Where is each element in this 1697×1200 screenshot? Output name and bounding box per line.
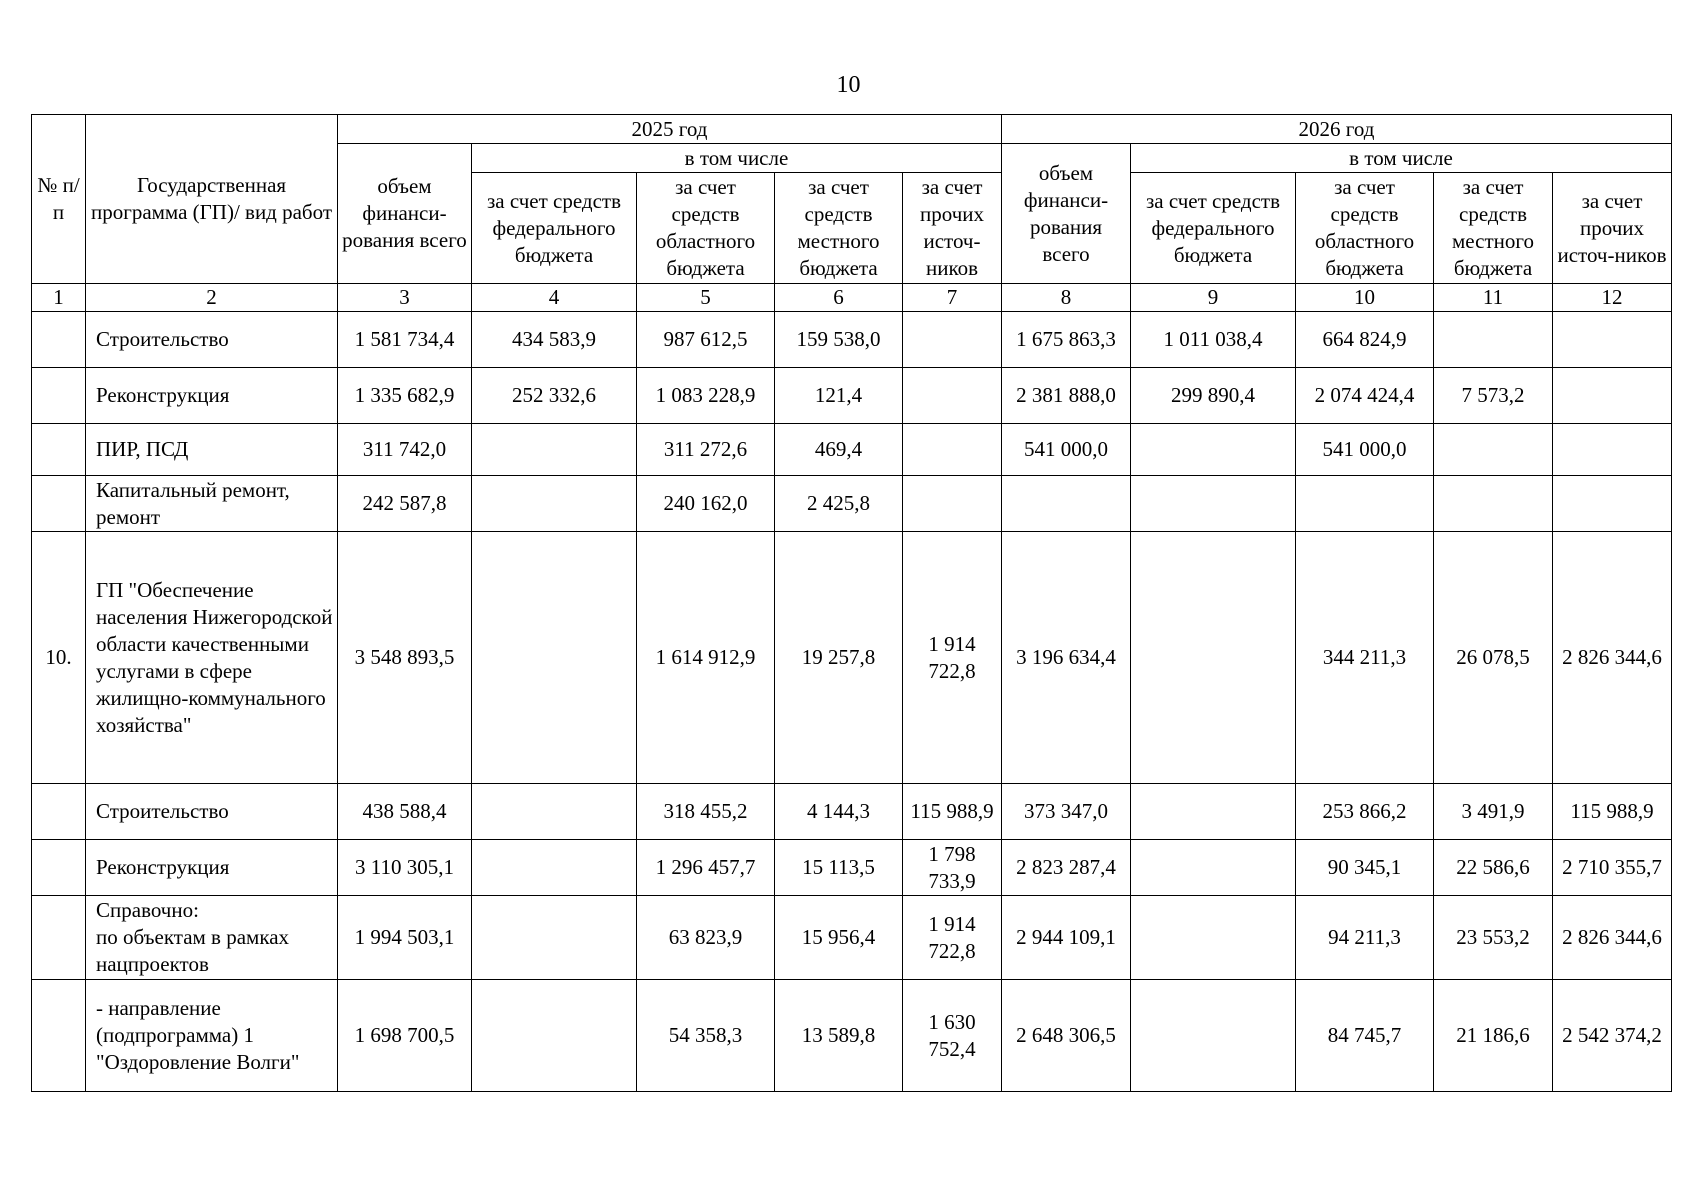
local-2025: 159 538,0 <box>796 327 881 351</box>
regional-2025-cell <box>637 424 775 476</box>
row-name-cell <box>86 840 338 896</box>
other-2025-cell <box>903 784 1002 840</box>
total-2026: 541 000,0 <box>1024 437 1108 461</box>
regional-2026: 664 824,9 <box>1322 327 1407 351</box>
regional-2026: 84 745,7 <box>1327 1023 1402 1047</box>
local-2025: 15 113,5 <box>802 855 875 879</box>
local-2026-cell <box>1434 424 1553 476</box>
local-2026-cell <box>1434 896 1553 980</box>
total-2025-cell <box>338 980 472 1092</box>
other-2026-cell <box>1553 896 1672 980</box>
local-2026: 22 586,6 <box>1456 855 1530 879</box>
row-number: 10. <box>45 645 72 669</box>
regional-2025: 1 083 228,9 <box>655 383 756 407</box>
local-2026-cell <box>1434 312 1553 368</box>
regional-2025: 54 358,3 <box>668 1023 743 1047</box>
federal-2025-cell <box>472 368 637 424</box>
local-2025: 15 956,4 <box>801 925 876 949</box>
local-2025-cell <box>775 980 903 1092</box>
total-2025-cell <box>338 840 472 896</box>
federal-2025-cell <box>472 784 637 840</box>
regional-2025-cell <box>637 476 775 532</box>
local-2026-cell <box>1434 784 1553 840</box>
regional-2026-cell <box>1296 896 1434 980</box>
other-2025-cell <box>903 532 1002 784</box>
local-2025-cell <box>775 840 903 896</box>
regional-2025-cell <box>637 312 775 368</box>
total-2026: 2 944 109,1 <box>1016 925 1116 949</box>
total-2025: 1 581 734,4 <box>354 327 455 351</box>
total-2025-cell <box>338 312 472 368</box>
other-2025-cell <box>903 476 1002 532</box>
column-number: 1 <box>32 284 86 312</box>
column-number: 4 <box>472 284 637 312</box>
federal-2025-cell <box>472 476 637 532</box>
regional-2026: 2 074 424,4 <box>1314 383 1415 407</box>
table-row <box>32 424 1672 476</box>
total-2025-cell <box>338 784 472 840</box>
header-year-2025: 2025 год <box>338 115 1002 144</box>
other-2026-cell <box>1553 532 1672 784</box>
column-number: 2 <box>86 284 338 312</box>
local-2025: 13 589,8 <box>801 1023 876 1047</box>
header-total-2026: объем финанси-рования всего <box>1002 144 1131 284</box>
local-2026: 23 553,2 <box>1456 925 1530 949</box>
federal-2026-cell <box>1131 476 1296 532</box>
federal-2026-cell <box>1131 368 1296 424</box>
local-2026: 21 186,6 <box>1456 1023 1530 1047</box>
local-2025-cell <box>775 424 903 476</box>
table-row <box>32 368 1672 424</box>
header-federal-2026: за счет средств федерального бюджета <box>1131 173 1296 284</box>
local-2026: 26 078,5 <box>1456 645 1530 669</box>
row-number-cell <box>32 532 86 784</box>
column-number: 3 <box>338 284 472 312</box>
other-2025-cell <box>903 424 1002 476</box>
regional-2026: 253 866,2 <box>1322 799 1407 823</box>
header-including-2026: в том числе <box>1131 144 1672 173</box>
total-2025: 3 548 893,5 <box>354 645 455 669</box>
federal-2026-cell <box>1131 532 1296 784</box>
row-name: Строительство <box>96 799 229 823</box>
column-number: 8 <box>1002 284 1131 312</box>
federal-2026: 1 011 038,4 <box>1163 327 1263 351</box>
header-total-2025: объем финанси-рования всего <box>338 144 472 284</box>
local-2025-cell <box>775 312 903 368</box>
regional-2026: 541 000,0 <box>1322 437 1407 461</box>
regional-2026-cell <box>1296 424 1434 476</box>
total-2026: 2 381 888,0 <box>1016 383 1116 407</box>
page-number: 10 <box>836 72 861 98</box>
total-2025: 311 742,0 <box>362 437 447 461</box>
local-2026-cell <box>1434 368 1553 424</box>
header-local-2026: за счет средств местного бюджета <box>1434 173 1553 284</box>
regional-2025: 987 612,5 <box>663 327 748 351</box>
budget-table <box>31 114 1672 1092</box>
table-row <box>32 896 1672 980</box>
total-2025: 242 587,8 <box>362 491 447 515</box>
other-2026: 2 826 344,6 <box>1562 645 1662 669</box>
local-2025: 4 144,3 <box>807 799 870 823</box>
other-2026: 2 542 374,2 <box>1562 1023 1662 1047</box>
row-name-cell <box>86 896 338 980</box>
regional-2026: 344 211,3 <box>1322 645 1407 669</box>
total-2026: 3 196 634,4 <box>1016 645 1116 669</box>
regional-2026-cell <box>1296 840 1434 896</box>
regional-2026-cell <box>1296 312 1434 368</box>
column-number: 7 <box>903 284 1002 312</box>
total-2026: 2 648 306,5 <box>1016 1023 1116 1047</box>
local-2025-cell <box>775 896 903 980</box>
column-number: 5 <box>637 284 775 312</box>
row-name: Капитальный ремонт, ремонт <box>96 477 290 529</box>
local-2025: 121,4 <box>814 383 863 407</box>
other-2026: 2 710 355,7 <box>1562 855 1662 879</box>
total-2025-cell <box>338 424 472 476</box>
local-2026-cell <box>1434 980 1553 1092</box>
federal-2025-cell <box>472 980 637 1092</box>
federal-2025-cell <box>472 312 637 368</box>
regional-2025: 63 823,9 <box>668 925 743 949</box>
row-number-cell <box>32 312 86 368</box>
other-2026-cell <box>1553 368 1672 424</box>
local-2026-cell <box>1434 476 1553 532</box>
federal-2026-cell <box>1131 784 1296 840</box>
other-2026: 2 826 344,6 <box>1562 925 1662 949</box>
other-2026-cell <box>1553 980 1672 1092</box>
regional-2025-cell <box>637 784 775 840</box>
row-name: Реконструкция <box>96 383 230 407</box>
total-2026-cell <box>1002 784 1131 840</box>
federal-2026-cell <box>1131 840 1296 896</box>
other-2025-cell <box>903 368 1002 424</box>
total-2026-cell <box>1002 840 1131 896</box>
regional-2025-cell <box>637 980 775 1092</box>
header-regional-2025: за счет средств областного бюджета <box>637 173 775 284</box>
federal-2026-cell <box>1131 312 1296 368</box>
header-other-2025: за счет прочих источ-ников <box>903 173 1002 284</box>
other-2025: 1 798 733,9 <box>928 841 976 893</box>
local-2025: 469,4 <box>814 437 863 461</box>
row-number-cell <box>32 784 86 840</box>
regional-2025: 1 614 912,9 <box>655 645 756 669</box>
local-2025: 19 257,8 <box>801 645 876 669</box>
row-name: ГП "Обеспечение населения Нижегородской области качественными услугами в сфере жилищно-коммунального хозяйства" <box>96 577 333 737</box>
row-number-cell <box>32 840 86 896</box>
column-number: 10 <box>1296 284 1434 312</box>
regional-2026-cell <box>1296 784 1434 840</box>
total-2025: 1 994 503,1 <box>354 925 455 949</box>
total-2026-cell <box>1002 980 1131 1092</box>
row-name: - направление (подпрограмма) 1 "Оздоровление Волги" <box>96 996 300 1074</box>
total-2025-cell <box>338 896 472 980</box>
other-2025-cell <box>903 840 1002 896</box>
local-2026: 7 573,2 <box>1461 383 1525 407</box>
header-year-2026: 2026 год <box>1002 115 1672 144</box>
row-number-cell <box>32 896 86 980</box>
other-2025: 1 914 722,8 <box>928 631 976 683</box>
row-number-cell <box>32 424 86 476</box>
regional-2026-cell <box>1296 476 1434 532</box>
federal-2026-cell <box>1131 896 1296 980</box>
total-2025-cell <box>338 368 472 424</box>
column-number: 11 <box>1434 284 1553 312</box>
local-2025: 2 425,8 <box>807 491 870 515</box>
header-program: Государственная программа (ГП)/ вид работ <box>86 115 338 284</box>
other-2025: 1 630 752,4 <box>928 1009 976 1061</box>
federal-2026: 299 890,4 <box>1171 383 1255 407</box>
total-2026-cell <box>1002 532 1131 784</box>
other-2026-cell <box>1553 784 1672 840</box>
total-2025: 1 698 700,5 <box>354 1023 455 1047</box>
header-federal-2025: за счет средств федерального бюджета <box>472 173 637 284</box>
row-number-cell <box>32 476 86 532</box>
federal-2025-cell <box>472 532 637 784</box>
total-2025-cell <box>338 532 472 784</box>
federal-2025: 434 583,9 <box>512 327 596 351</box>
local-2025-cell <box>775 476 903 532</box>
total-2026-cell <box>1002 368 1131 424</box>
regional-2026-cell <box>1296 532 1434 784</box>
row-name-cell <box>86 980 338 1092</box>
other-2026-cell <box>1553 840 1672 896</box>
other-2025: 115 988,9 <box>910 799 994 823</box>
total-2026-cell <box>1002 312 1131 368</box>
regional-2025: 311 272,6 <box>663 437 748 461</box>
row-number-cell <box>32 368 86 424</box>
row-name-cell <box>86 784 338 840</box>
local-2026-cell <box>1434 532 1553 784</box>
local-2026-cell <box>1434 840 1553 896</box>
other-2026-cell <box>1553 424 1672 476</box>
total-2026-cell <box>1002 896 1131 980</box>
row-number-cell <box>32 980 86 1092</box>
row-name-cell <box>86 424 338 476</box>
total-2025-cell <box>338 476 472 532</box>
federal-2025-cell <box>472 896 637 980</box>
row-name-cell <box>86 532 338 784</box>
regional-2026-cell <box>1296 368 1434 424</box>
federal-2025-cell <box>472 424 637 476</box>
regional-2025-cell <box>637 840 775 896</box>
header-local-2025: за счет средств местного бюджета <box>775 173 903 284</box>
regional-2025-cell <box>637 532 775 784</box>
other-2026-cell <box>1553 312 1672 368</box>
table-row <box>32 476 1672 532</box>
header-regional-2026: за счет средств областного бюджета <box>1296 173 1434 284</box>
regional-2026: 94 211,3 <box>1328 925 1401 949</box>
regional-2025-cell <box>637 368 775 424</box>
total-2025: 1 335 682,9 <box>354 383 455 407</box>
column-number: 9 <box>1131 284 1296 312</box>
column-number: 12 <box>1553 284 1672 312</box>
local-2026: 3 491,9 <box>1461 799 1525 823</box>
header-including-2025: в том числе <box>472 144 1002 173</box>
federal-2025-cell <box>472 840 637 896</box>
regional-2026: 90 345,1 <box>1327 855 1402 879</box>
row-name-cell <box>86 368 338 424</box>
header-other-2026: за счет прочих источ-ников <box>1553 173 1672 284</box>
row-name: ПИР, ПСД <box>96 437 189 461</box>
federal-2026-cell <box>1131 424 1296 476</box>
table-row <box>32 312 1672 368</box>
total-2026: 373 347,0 <box>1024 799 1108 823</box>
total-2025: 438 588,4 <box>362 799 447 823</box>
other-2025-cell <box>903 896 1002 980</box>
other-2026: 115 988,9 <box>1570 799 1654 823</box>
total-2026: 2 823 287,4 <box>1016 855 1116 879</box>
local-2025-cell <box>775 532 903 784</box>
federal-2026-cell <box>1131 980 1296 1092</box>
table-row <box>32 840 1672 896</box>
local-2025-cell <box>775 784 903 840</box>
other-2025-cell <box>903 980 1002 1092</box>
row-name-cell <box>86 476 338 532</box>
regional-2025: 240 162,0 <box>663 491 748 515</box>
local-2025-cell <box>775 368 903 424</box>
regional-2025: 1 296 457,7 <box>655 855 756 879</box>
regional-2025-cell <box>637 896 775 980</box>
table-row <box>32 532 1672 784</box>
other-2025-cell <box>903 312 1002 368</box>
row-name: Строительство <box>96 327 229 351</box>
row-name-cell <box>86 312 338 368</box>
header-no: № п/п <box>32 115 86 284</box>
column-number: 6 <box>775 284 903 312</box>
table-row <box>32 980 1672 1092</box>
regional-2025: 318 455,2 <box>663 799 748 823</box>
row-name: Реконструкция <box>96 855 230 879</box>
table-row <box>32 784 1672 840</box>
federal-2025: 252 332,6 <box>512 383 596 407</box>
regional-2026-cell <box>1296 980 1434 1092</box>
total-2026-cell <box>1002 424 1131 476</box>
row-name: Справочно: по объектам в рамках нацпроектов <box>96 898 290 976</box>
total-2026: 1 675 863,3 <box>1016 327 1116 351</box>
other-2026-cell <box>1553 476 1672 532</box>
total-2025: 3 110 305,1 <box>355 855 454 879</box>
other-2025: 1 914 722,8 <box>928 911 976 963</box>
total-2026-cell <box>1002 476 1131 532</box>
